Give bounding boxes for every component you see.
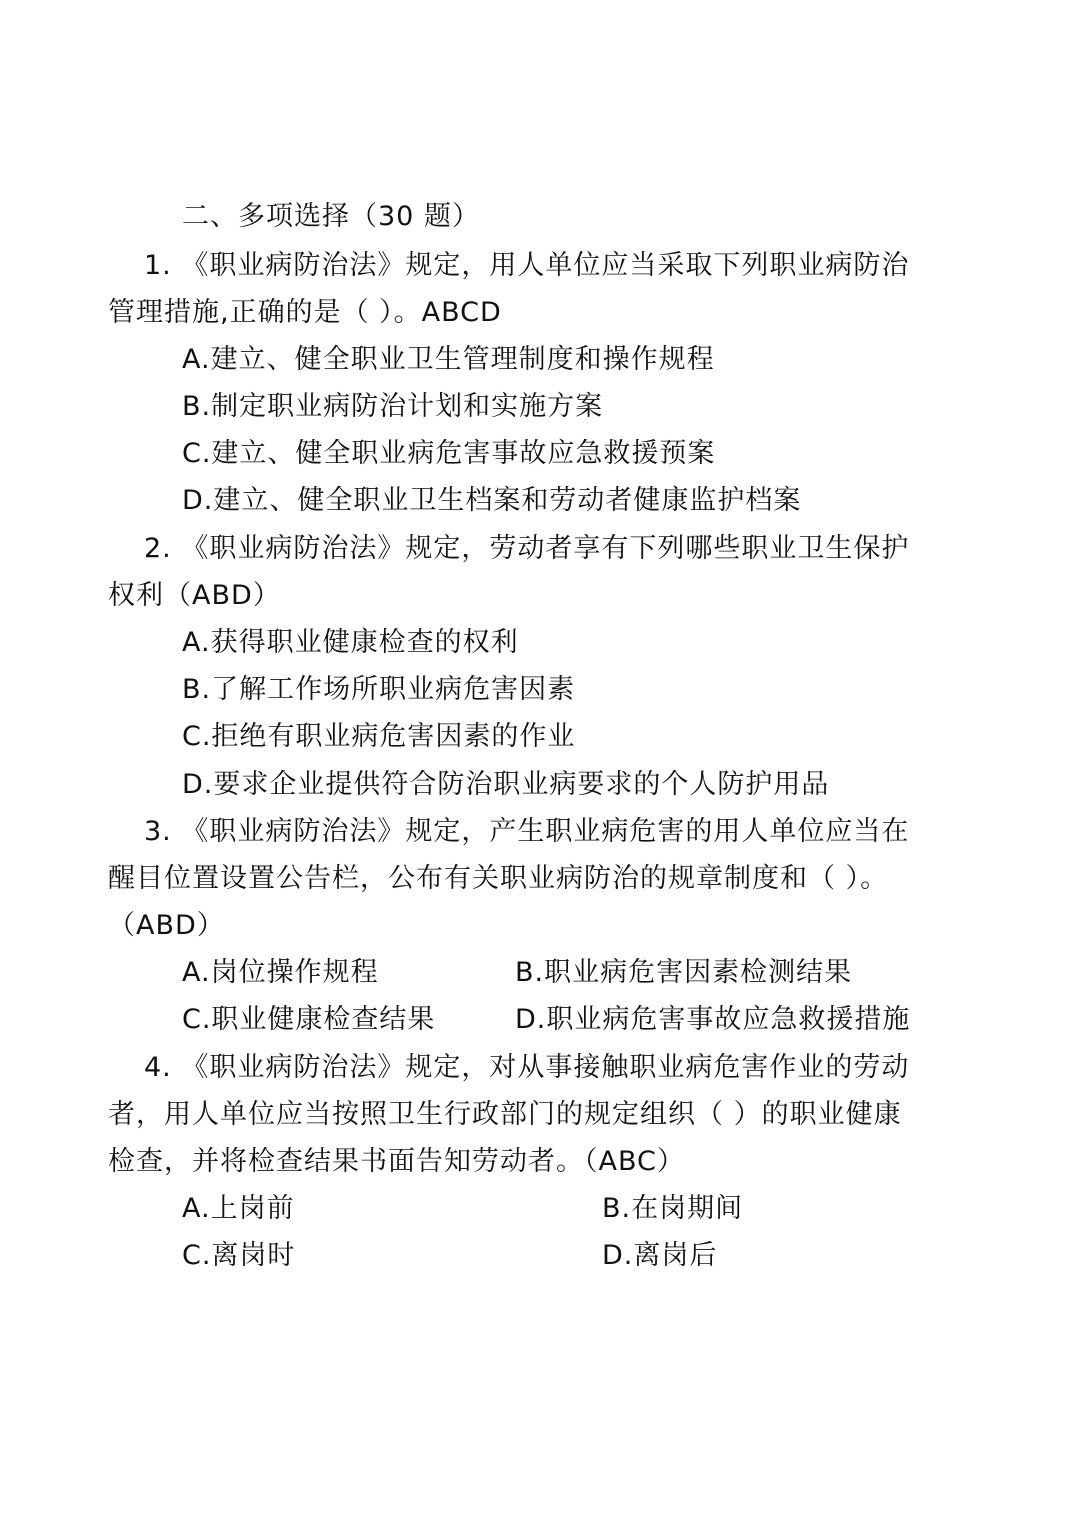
question-2-line-2: 权利（ABD）: [108, 580, 281, 611]
question-2-option-d: D.要求企业提供符合防治职业病要求的个人防护用品: [182, 769, 830, 800]
question-1-line-1: 1. 《职业病防治法》规定，用人单位应当采取下列职业病防治: [144, 250, 910, 281]
question-4-line-1: 4. 《职业病防治法》规定，对从事接触职业病危害作业的劳动: [144, 1052, 910, 1083]
question-3-line-1: 3. 《职业病防治法》规定，产生职业病危害的用人单位应当在: [144, 816, 910, 847]
question-1-option-a: A.建立、健全职业卫生管理制度和操作规程: [182, 344, 715, 375]
question-4-line-2: 者，用人单位应当按照卫生行政部门的规定组织（ ）的职业健康: [108, 1099, 902, 1130]
question-3-option-d: D.职业病危害事故应急救援措施: [515, 1004, 911, 1035]
question-1-line-2: 管理措施,正确的是（ ）。ABCD: [108, 297, 502, 328]
question-4-option-d: D.离岗后: [602, 1240, 718, 1271]
section-title: 二、多项选择（30 题）: [182, 201, 480, 232]
question-3-option-b: B.职业病危害因素检测结果: [515, 957, 853, 988]
question-3-line-2: 醒目位置设置公告栏，公布有关职业病防治的规章制度和（ ）。: [108, 863, 889, 894]
question-2-option-c: C.拒绝有职业病危害因素的作业: [182, 721, 576, 752]
question-1-option-c: C.建立、健全职业病危害事故应急救援预案: [182, 438, 716, 469]
question-4-option-c: C.离岗时: [182, 1240, 296, 1271]
question-2-option-b: B.了解工作场所职业病危害因素: [182, 674, 576, 705]
question-2-line-1: 2. 《职业病防治法》规定，劳动者享有下列哪些职业卫生保护: [144, 533, 910, 564]
question-1-option-b: B.制定职业病防治计划和实施方案: [182, 391, 604, 422]
question-3-option-c: C.职业健康检查结果: [182, 1004, 436, 1035]
question-4-option-a: A.上岗前: [182, 1193, 295, 1224]
question-3-line-3: （ABD）: [108, 910, 225, 941]
question-1-option-d: D.建立、健全职业卫生档案和劳动者健康监护档案: [182, 485, 802, 516]
question-4-option-b: B.在岗期间: [602, 1193, 744, 1224]
question-2-option-a: A.获得职业健康检查的权利: [182, 627, 519, 658]
question-4-line-3: 检查，并将检查结果书面告知劳动者。（ABC）: [108, 1146, 685, 1177]
question-3-option-a: A.岗位操作规程: [182, 957, 379, 988]
